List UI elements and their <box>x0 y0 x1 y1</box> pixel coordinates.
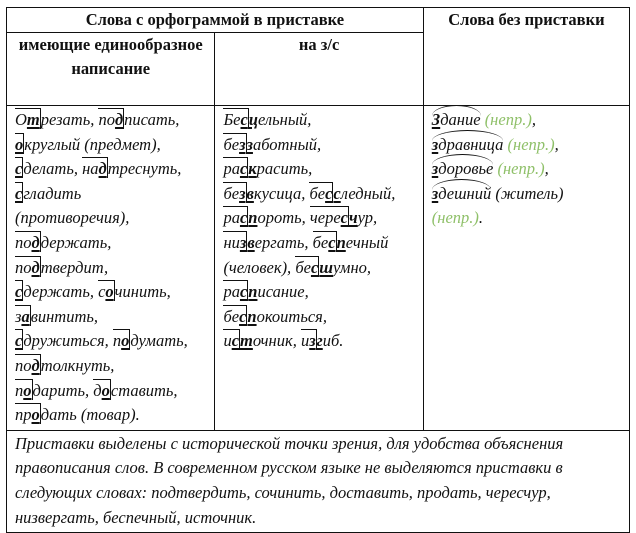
spelling-table <box>6 7 630 533</box>
no-prefix-cell: Здание (непр.), здравница (непр.), здоровье (непр.), здешний (житель) (непр.). <box>423 106 629 431</box>
group-header: Слова с орфограммой в приставке <box>7 8 424 33</box>
uniform-spelling-header: имеющие единообразное написание <box>7 33 215 106</box>
z-s-cell: Бесцельный, беззаботный, раскрасить, безвкусица, бесследный, распороть, чересчур, низвергать, беспечный (человек), бесшумно, расписание, беспокоиться, источник, изгиб. <box>215 106 423 431</box>
z-s-header: на з/с <box>215 33 423 106</box>
no-prefix-header: Слова без приставки <box>423 8 629 106</box>
historical-note: Приставки выделены с исторической точки зрения, для удобства объяснения правописания слов. В современном русском языке не выделяются приставки в следующих словах: подтвердить, сочинить, доставить, продать, чересчур, низвергать, беспечный, источник. <box>7 430 630 532</box>
uniform-spelling-cell: Отрезать, подписать, округлый (предмет), сделать, надтреснуть, сгладить (противоречия), поддержать, подтвердит, сдержать, сочинить, завинтить, сдружиться, подумать, подтолкнуть, подарить, доставить, продать (товар). <box>7 106 215 431</box>
